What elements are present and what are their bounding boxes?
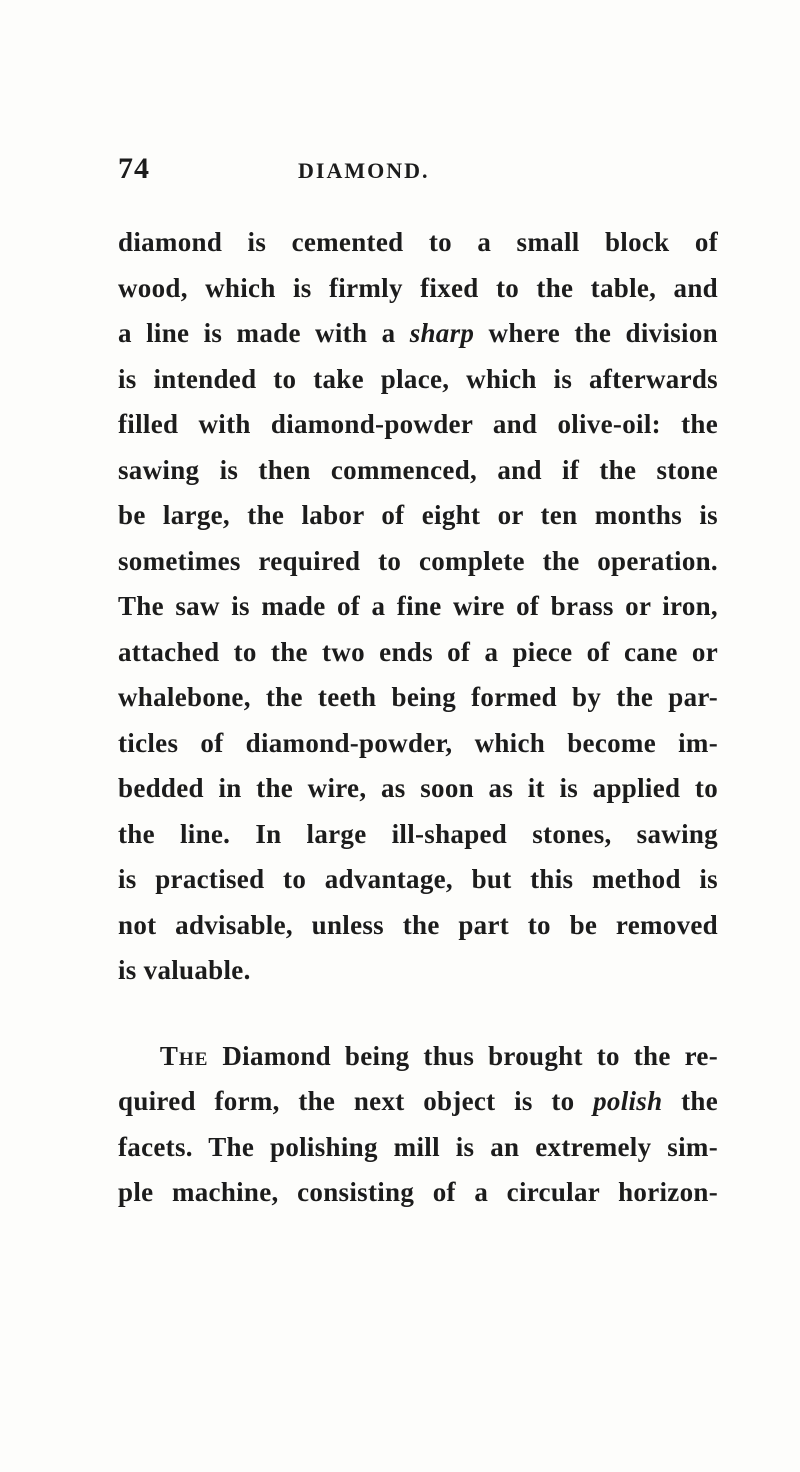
text-line	[118, 1034, 718, 1080]
text-line: is practised to advantage, but this method is	[118, 864, 718, 894]
text-line: not advisable, unless the part to be removed	[118, 909, 718, 940]
body-text	[118, 220, 718, 1216]
italic-word: sharp	[409, 318, 475, 348]
text-line: filled with diamond-powder and olive-oil: the	[118, 409, 718, 439]
text-line: be large, the labor of eight or ten months is	[118, 500, 718, 530]
text-line: sawing is then commenced, and if the stone	[118, 454, 718, 485]
text-line: facets. The polishing mill is an extremely sim-	[118, 1131, 718, 1162]
text-line: ticles of diamond-powder, which become im-	[118, 727, 718, 758]
text-line: the line. In large ill-shaped stones, sawing	[118, 818, 718, 849]
text-span: a line is made with a	[118, 318, 396, 348]
paragraph-gap	[118, 994, 718, 1034]
small-caps-word: The	[159, 1040, 209, 1071]
text-line	[118, 311, 718, 357]
page-header	[118, 152, 718, 196]
italic-word: polish	[593, 1086, 663, 1116]
paragraph-2	[118, 1034, 718, 1216]
text-line: bedded in the wire, as soon as it is applied to	[118, 773, 718, 803]
text-line: attached to the two ends of a piece of cane or	[118, 636, 718, 667]
text-line: is intended to take place, which is afterwards	[118, 363, 718, 394]
text-line: whalebone, the teeth being formed by the par-	[118, 682, 718, 712]
paragraph-1	[118, 220, 718, 994]
text-line: ple machine, consisting of a circular horizon-	[118, 1177, 718, 1207]
text-line	[118, 1079, 718, 1125]
text-line: wood, which is firmly fixed to the table, and	[118, 272, 718, 303]
page-number: 74	[118, 152, 150, 185]
text-span: the	[681, 1086, 718, 1116]
text-span: quired form, the next object is to	[118, 1086, 575, 1116]
running-head: DIAMOND.	[298, 158, 430, 183]
text-line: diamond is cemented to a small block of	[118, 227, 718, 257]
text-span: Diamond being thus brought to the re-	[222, 1040, 718, 1071]
text-span: where the division	[488, 318, 718, 348]
text-line: is valuable.	[118, 955, 251, 985]
text-line: The saw is made of a fine wire of brass or iron,	[118, 591, 718, 621]
text-line: sometimes required to complete the operation.	[118, 545, 718, 576]
